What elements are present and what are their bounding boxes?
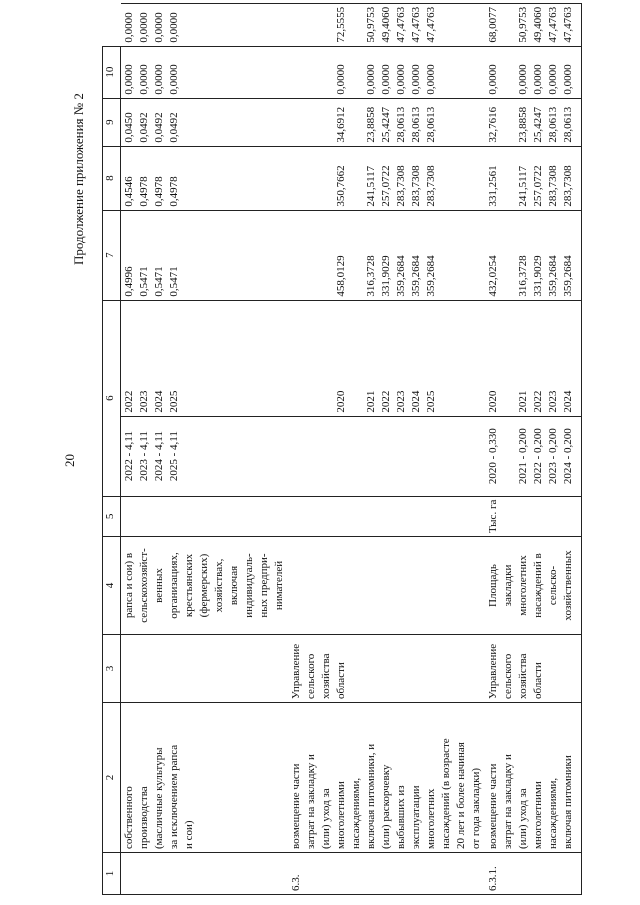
spacer [304, 50, 319, 95]
table-cell: 0,0450 [123, 112, 135, 143]
table-cell: 34,6912 [335, 106, 347, 143]
table-cell: 0,0000 [410, 64, 422, 95]
table-cell: 2022 - 4,11 [123, 431, 135, 482]
local-values [288, 46, 485, 98]
spacer [349, 214, 364, 297]
table-cell: 0,4978 [138, 176, 150, 207]
table-cell: 2022 - 0,200 [532, 428, 544, 485]
table-cell: 23,8858 [517, 106, 529, 143]
unit [121, 496, 289, 536]
regional-values [485, 98, 581, 146]
measure-name: возмещение части затрат на закладку и (или) уход за многолетними насаждениями, включая питомники [485, 703, 581, 853]
table-cell: 2022 [532, 390, 544, 413]
executor: Управление сельского хозяйства области [485, 635, 581, 703]
table-cell: 257,0722 [380, 165, 392, 207]
indicator-values [288, 416, 485, 496]
spacer [319, 7, 334, 43]
spacer [289, 304, 304, 413]
spacer [501, 7, 516, 43]
table-cell: 0,5471 [168, 266, 180, 297]
spacer [349, 7, 364, 43]
table-cell: 2023 [138, 390, 150, 413]
spacer [319, 150, 334, 207]
indicator-values [121, 416, 289, 496]
table-cell: 0,0000 [562, 64, 574, 95]
table-cell: 2024 - 4,11 [153, 431, 165, 482]
table-cell: 359,2684 [425, 255, 437, 297]
table-cell: 28,0613 [562, 106, 574, 143]
table-cell: 0,4546 [123, 176, 135, 207]
table-cell: 331,9029 [532, 255, 544, 297]
executor: Управление сельского хозяйства области [288, 635, 485, 703]
table-cell: 2020 [487, 390, 499, 413]
table-cell: 2021 - 0,200 [517, 428, 529, 485]
table-cell: 359,2684 [547, 255, 559, 297]
extrabudget-values [288, 3, 485, 46]
spacer [289, 150, 304, 207]
table-cell: 283,7308 [410, 165, 422, 207]
row-number [121, 853, 289, 895]
table-cell: 2023 - 4,11 [138, 431, 150, 482]
executor [121, 635, 289, 703]
spacer [349, 50, 364, 95]
table-cell: 50,9753 [365, 6, 377, 43]
table-cell: 47,4763 [410, 6, 422, 43]
table-cell: 0,0000 [138, 64, 150, 95]
table-cell: 458,0129 [335, 255, 347, 297]
table-cell: 2025 [425, 390, 437, 413]
spacer [304, 150, 319, 207]
table-cell: 0,0000 [167, 12, 180, 43]
table-cell: 2020 - 0,330 [487, 428, 499, 485]
table-cell: 47,4763 [395, 6, 407, 43]
table-cell: 23,8858 [365, 106, 377, 143]
spacer [501, 150, 516, 207]
table-cell: 0,5471 [153, 266, 165, 297]
spacer [501, 102, 516, 143]
table-cell: 0,0000 [380, 64, 392, 95]
spacer [349, 102, 364, 143]
table-cell: 2022 [380, 390, 392, 413]
federal-values [288, 146, 485, 210]
table-cell: 0,0000 [395, 64, 407, 95]
table-cell: 331,2561 [487, 165, 499, 207]
table-cell: 0,0000 [137, 12, 150, 43]
table-cell: 0,0000 [153, 64, 165, 95]
table-cell: 2025 [168, 390, 180, 413]
indicator-name [288, 537, 485, 635]
table-cell: 0,0000 [487, 64, 499, 95]
federal-values [121, 146, 289, 210]
table-cell: 0,0000 [517, 64, 529, 95]
row-number: 6.3. [288, 853, 485, 895]
spacer [319, 102, 334, 143]
col-header-6: 6 [103, 300, 121, 496]
table-cell: 0,4978 [168, 176, 180, 207]
unit [288, 496, 485, 536]
table-cell: 2025 - 4,11 [168, 431, 180, 482]
table-cell: 0,0000 [532, 64, 544, 95]
table-cell: 2023 [395, 390, 407, 413]
measure-name: собственного производства (масличные культуры за исключением рапса и сои) [121, 703, 289, 853]
spacer [289, 214, 304, 297]
spacer [319, 50, 334, 95]
spacer [319, 214, 334, 297]
table-cell: 350,7662 [335, 165, 347, 207]
table-cell: 283,7308 [425, 165, 437, 207]
table-cell: 0,4996 [123, 266, 135, 297]
spacer [349, 150, 364, 207]
col-header-3: 3 [103, 635, 121, 703]
table-cell: 2023 [547, 390, 559, 413]
page-number: 20 [62, 454, 77, 467]
unit: Тыс. га [485, 496, 581, 536]
col-header-8: 8 [103, 146, 121, 210]
table-cell: 316,3728 [517, 255, 529, 297]
total-values [288, 210, 485, 300]
table-cell: 432,0254 [487, 255, 499, 297]
table-cell: 283,7308 [562, 165, 574, 207]
table-cell: 2024 - 0,200 [562, 428, 574, 485]
table-cell: 359,2684 [395, 255, 407, 297]
table-cell: 0,0000 [168, 64, 180, 95]
appendix-title: Продолжение приложения № 2 [71, 93, 86, 265]
table-cell: 0,4978 [153, 176, 165, 207]
table-cell: 0,0000 [425, 64, 437, 95]
col-header-9: 9 [103, 98, 121, 146]
extrabudget-values [121, 3, 289, 46]
years [121, 300, 289, 416]
table-cell: 28,0613 [425, 106, 437, 143]
table-cell: 283,7308 [395, 165, 407, 207]
table-cell: 32,7616 [487, 106, 499, 143]
table-cell: 0,0000 [123, 64, 135, 95]
col-header-1: 1 [103, 853, 121, 895]
spacer [304, 304, 319, 413]
indicator-name: Площадь закладки многолетних насаждений в сельско- хозяйственных [485, 537, 581, 635]
table-cell: 359,2684 [410, 255, 422, 297]
years [288, 300, 485, 416]
table-cell: 0,0000 [152, 12, 165, 43]
table-cell: 0,5471 [138, 266, 150, 297]
federal-values [485, 146, 581, 210]
table-cell: 47,4763 [425, 6, 437, 43]
table-cell: 283,7308 [547, 165, 559, 207]
total-values [121, 210, 289, 300]
spacer [289, 7, 304, 43]
col-header-10: 10 [103, 46, 121, 98]
column-number-row [103, 3, 121, 894]
table-cell: 25,4247 [532, 106, 544, 143]
table-cell: 0,0492 [138, 112, 150, 143]
extrabudget-values [485, 3, 581, 46]
spacer [501, 304, 516, 413]
table-cell: 2021 [365, 390, 377, 413]
table-cell: 72,5555 [335, 6, 347, 43]
table-cell: 0,0000 [335, 64, 347, 95]
table-cell: 28,0613 [395, 106, 407, 143]
spacer [501, 214, 516, 297]
table-cell: 49,4060 [380, 6, 392, 43]
total-values [485, 210, 581, 300]
table-cell: 0,0000 [122, 12, 135, 43]
table-cell: 2023 - 0,200 [547, 428, 559, 485]
col-header-5: 5 [103, 496, 121, 536]
col-header-7: 7 [103, 210, 121, 300]
table-cell: 0,0000 [365, 64, 377, 95]
local-values [485, 46, 581, 98]
row-number: 6.3.1. [485, 853, 581, 895]
table-cell: 257,0722 [532, 165, 544, 207]
table-cell: 50,9753 [517, 6, 529, 43]
table-cell: 2021 [517, 390, 529, 413]
spacer [501, 420, 516, 493]
table-row [485, 3, 581, 894]
table-cell: 0,0000 [547, 64, 559, 95]
spacer [304, 102, 319, 143]
indicator-values [485, 416, 581, 496]
table-cell: 0,0492 [168, 112, 180, 143]
years [485, 300, 581, 416]
table-row [288, 3, 485, 894]
table-cell: 2020 [335, 390, 347, 413]
table-cell: 47,4763 [547, 6, 559, 43]
table-cell: 25,4247 [380, 106, 392, 143]
col-header-4: 4 [103, 537, 121, 635]
spacer [289, 102, 304, 143]
spacer [304, 7, 319, 43]
local-values [121, 46, 289, 98]
table-cell: 359,2684 [562, 255, 574, 297]
table-cell: 49,4060 [532, 6, 544, 43]
table-cell: 68,0077 [487, 6, 499, 43]
measure-name: возмещение части затрат на закладку и (или) уход за многолетними насаждениями, включая питомники, и (или) раскорчевку выбывших из эксплуатации многолетних насаждений (в возрасте 20 лет и более начиная от года закладки) [288, 703, 485, 853]
table-cell: 2024 [153, 390, 165, 413]
program-table [102, 3, 582, 895]
regional-values [121, 98, 289, 146]
spacer [289, 50, 304, 95]
spacer [319, 304, 334, 413]
table-cell: 331,9029 [380, 255, 392, 297]
table-cell: 241,5117 [517, 165, 529, 207]
regional-values [288, 98, 485, 146]
table-cell: 241,5117 [365, 165, 377, 207]
spacer [501, 50, 516, 95]
spacer [349, 304, 364, 413]
table-cell: 0,0492 [153, 112, 165, 143]
col-header-2: 2 [103, 703, 121, 853]
table-cell [289, 420, 304, 493]
table-cell: 47,4763 [562, 6, 574, 43]
table-cell: 28,0613 [547, 106, 559, 143]
table-cell: 2024 [410, 390, 422, 413]
table-cell: 316,3728 [365, 255, 377, 297]
indicator-name: рапса и сои) в сельскохозяйст- венных организациях, крестьянских (фермерских) хозяйствах, включая индивидуаль- ных предпри- нимателей [121, 537, 289, 635]
spacer [304, 214, 319, 297]
table-cell: 2022 [123, 390, 135, 413]
table-cell: 2024 [562, 390, 574, 413]
table-cell: 28,0613 [410, 106, 422, 143]
table-row [121, 3, 289, 894]
